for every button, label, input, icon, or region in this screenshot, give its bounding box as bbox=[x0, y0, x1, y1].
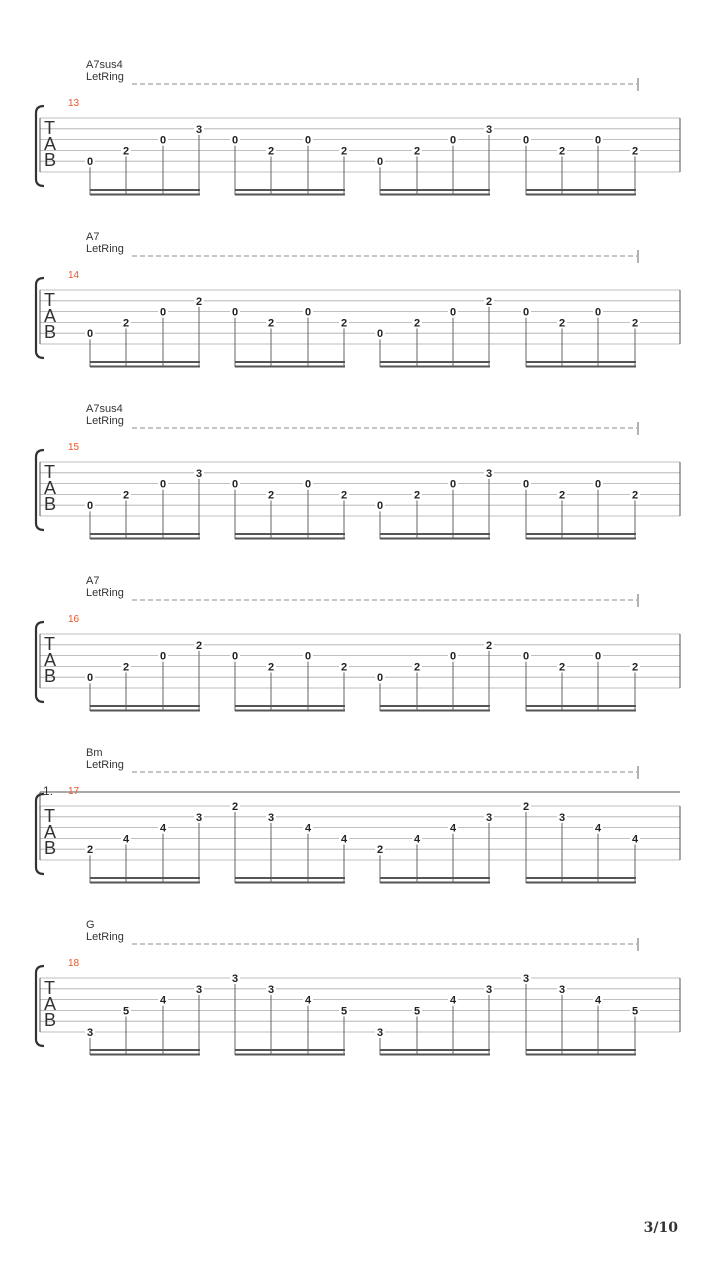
fret-number: 0 bbox=[594, 306, 602, 319]
tab-system bbox=[36, 747, 680, 884]
fret-number: 0 bbox=[376, 672, 384, 685]
fret-number: 2 bbox=[558, 317, 566, 330]
beam-secondary bbox=[526, 882, 636, 884]
beam-secondary bbox=[90, 1054, 200, 1056]
let-ring-label: LetRing bbox=[86, 71, 124, 83]
measure-number: 16 bbox=[68, 614, 80, 625]
fret-number: 2 bbox=[122, 661, 130, 674]
measure-number: 18 bbox=[68, 958, 80, 969]
beam-primary bbox=[90, 189, 200, 191]
fret-number: 2 bbox=[340, 145, 348, 158]
fret-number: 2 bbox=[267, 317, 275, 330]
fret-number: 3 bbox=[522, 973, 530, 985]
fret-number: 0 bbox=[86, 328, 94, 341]
fret-number: 3 bbox=[267, 811, 275, 824]
tab-system bbox=[36, 575, 680, 712]
beam-secondary bbox=[235, 710, 345, 712]
tab-clef-letter: A bbox=[44, 822, 57, 842]
fret-number: 3 bbox=[195, 123, 203, 136]
fret-number: 2 bbox=[267, 661, 275, 674]
beam-primary bbox=[526, 361, 636, 363]
fret-number: 0 bbox=[86, 156, 94, 169]
chord-name: A7sus4 bbox=[86, 403, 123, 415]
beam-primary bbox=[90, 1049, 200, 1051]
beam-primary bbox=[380, 361, 490, 363]
tab-clef-letter: A bbox=[44, 994, 57, 1014]
beam-primary bbox=[90, 705, 200, 707]
fret-number: 2 bbox=[340, 317, 348, 330]
let-ring-label: LetRing bbox=[86, 759, 124, 771]
beam-secondary bbox=[526, 710, 636, 712]
fret-number: 4 bbox=[304, 994, 312, 1007]
fret-number: 4 bbox=[340, 833, 348, 846]
fret-number: 2 bbox=[485, 295, 493, 308]
tab-clef-letter: B bbox=[44, 666, 57, 686]
fret-number: 0 bbox=[376, 156, 384, 169]
beam-primary bbox=[90, 877, 200, 879]
beam-secondary bbox=[380, 194, 490, 196]
fret-number: 2 bbox=[413, 661, 421, 674]
fret-number: 4 bbox=[413, 833, 421, 846]
fret-number: 2 bbox=[122, 145, 130, 158]
fret-number: 3 bbox=[485, 983, 493, 996]
beam-secondary bbox=[90, 710, 200, 712]
beam-primary bbox=[526, 533, 636, 535]
beam-secondary bbox=[380, 710, 490, 712]
tab-clef-letter: T bbox=[44, 118, 55, 138]
fret-number: 3 bbox=[195, 983, 203, 996]
tab-clef-letter: T bbox=[44, 634, 55, 654]
let-ring-label: LetRing bbox=[86, 587, 124, 599]
beam-primary bbox=[380, 877, 490, 879]
fret-number: 2 bbox=[558, 661, 566, 674]
measure-number: 14 bbox=[68, 270, 80, 281]
fret-number: 0 bbox=[594, 650, 602, 663]
beam-secondary bbox=[380, 1054, 490, 1056]
fret-number: 3 bbox=[267, 983, 275, 996]
fret-number: 2 bbox=[86, 844, 94, 857]
beam-secondary bbox=[380, 366, 490, 368]
measure-number: 17 bbox=[68, 786, 80, 797]
tab-system bbox=[36, 59, 680, 196]
fret-number: 2 bbox=[195, 639, 203, 652]
beam-secondary bbox=[380, 882, 490, 884]
beam-secondary bbox=[235, 366, 345, 368]
beam-primary bbox=[526, 705, 636, 707]
fret-number: 4 bbox=[631, 833, 639, 846]
fret-number: 4 bbox=[594, 994, 602, 1007]
beam-primary bbox=[90, 533, 200, 535]
fret-number: 2 bbox=[231, 801, 239, 813]
fret-number: 0 bbox=[522, 306, 530, 319]
fret-number: 4 bbox=[304, 822, 312, 835]
tab-clef-letter: A bbox=[44, 306, 57, 326]
measure-number: 15 bbox=[68, 442, 80, 453]
tab-clef-letter: T bbox=[44, 290, 55, 310]
beam-primary bbox=[526, 877, 636, 879]
let-ring-label: LetRing bbox=[86, 931, 124, 943]
beam-primary bbox=[235, 361, 345, 363]
fret-number: 2 bbox=[267, 145, 275, 158]
beam-primary bbox=[235, 1049, 345, 1051]
beam-secondary bbox=[90, 538, 200, 540]
tab-clef-letter: A bbox=[44, 134, 57, 154]
fret-number: 0 bbox=[449, 478, 457, 491]
fret-number: 2 bbox=[522, 801, 530, 813]
fret-number: 4 bbox=[594, 822, 602, 835]
fret-number: 0 bbox=[449, 306, 457, 319]
fret-number: 0 bbox=[86, 500, 94, 513]
chord-name: A7sus4 bbox=[86, 59, 123, 71]
fret-number: 5 bbox=[340, 1005, 348, 1018]
fret-number: 0 bbox=[449, 134, 457, 147]
tab-clef-letter: B bbox=[44, 1010, 57, 1030]
fret-number: 2 bbox=[558, 145, 566, 158]
fret-number: 4 bbox=[159, 822, 167, 835]
beam-primary bbox=[90, 361, 200, 363]
fret-number: 0 bbox=[522, 650, 530, 663]
fret-number: 2 bbox=[558, 489, 566, 502]
fret-number: 2 bbox=[267, 489, 275, 502]
chord-name: A7 bbox=[86, 575, 100, 587]
fret-number: 0 bbox=[159, 478, 167, 491]
let-ring-label: LetRing bbox=[86, 243, 124, 255]
chord-name: A7 bbox=[86, 231, 100, 243]
fret-number: 0 bbox=[159, 650, 167, 663]
fret-number: 2 bbox=[122, 489, 130, 502]
tab-clef-letter: B bbox=[44, 322, 57, 342]
fret-number: 4 bbox=[122, 833, 130, 846]
beam-secondary bbox=[526, 538, 636, 540]
fret-number: 2 bbox=[195, 295, 203, 308]
fret-number: 3 bbox=[376, 1027, 384, 1039]
beam-primary bbox=[526, 189, 636, 191]
beam-primary bbox=[235, 189, 345, 191]
fret-number: 0 bbox=[522, 134, 530, 147]
fret-number: 0 bbox=[522, 478, 530, 491]
fret-number: 0 bbox=[594, 478, 602, 491]
chord-name: Bm bbox=[86, 747, 103, 759]
fret-number: 0 bbox=[304, 306, 312, 319]
fret-number: 5 bbox=[631, 1005, 639, 1018]
fret-number: 3 bbox=[195, 467, 203, 480]
beam-primary bbox=[380, 189, 490, 191]
fret-number: 3 bbox=[195, 811, 203, 824]
fret-number: 2 bbox=[122, 317, 130, 330]
beam-primary bbox=[526, 1049, 636, 1051]
fret-number: 0 bbox=[449, 650, 457, 663]
fret-number: 0 bbox=[231, 306, 239, 319]
fret-number: 3 bbox=[231, 973, 239, 985]
beam-secondary bbox=[235, 194, 345, 196]
beam-secondary bbox=[526, 194, 636, 196]
beam-secondary bbox=[380, 538, 490, 540]
fret-number: 3 bbox=[485, 123, 493, 136]
beam-secondary bbox=[90, 882, 200, 884]
fret-number: 0 bbox=[376, 500, 384, 513]
fret-number: 3 bbox=[485, 811, 493, 824]
beam-primary bbox=[380, 533, 490, 535]
tab-system bbox=[36, 403, 680, 540]
fret-number: 4 bbox=[449, 822, 457, 835]
fret-number: 0 bbox=[231, 650, 239, 663]
fret-number: 4 bbox=[449, 994, 457, 1007]
fret-number: 0 bbox=[159, 134, 167, 147]
beam-secondary bbox=[90, 194, 200, 196]
tab-clef-letter: A bbox=[44, 478, 57, 498]
fret-number: 3 bbox=[558, 983, 566, 996]
tab-clef-letter: B bbox=[44, 150, 57, 170]
tab-clef-letter: T bbox=[44, 462, 55, 482]
fret-number: 2 bbox=[631, 317, 639, 330]
beam-primary bbox=[380, 705, 490, 707]
fret-number: 3 bbox=[558, 811, 566, 824]
tab-clef-letter: T bbox=[44, 806, 55, 826]
fret-number: 2 bbox=[413, 489, 421, 502]
fret-number: 2 bbox=[631, 145, 639, 158]
beam-primary bbox=[235, 533, 345, 535]
chord-name: G bbox=[86, 919, 95, 931]
tab-system bbox=[36, 231, 680, 368]
volta-label: 1. bbox=[43, 784, 54, 798]
fret-number: 0 bbox=[594, 134, 602, 147]
fret-number: 0 bbox=[159, 306, 167, 319]
fret-number: 0 bbox=[304, 134, 312, 147]
beam-secondary bbox=[235, 882, 345, 884]
fret-number: 2 bbox=[485, 639, 493, 652]
tab-clef-letter: T bbox=[44, 978, 55, 998]
beam-primary bbox=[235, 877, 345, 879]
fret-number: 2 bbox=[413, 317, 421, 330]
fret-number: 3 bbox=[485, 467, 493, 480]
beam-secondary bbox=[235, 1054, 345, 1056]
fret-number: 4 bbox=[159, 994, 167, 1007]
beam-secondary bbox=[235, 538, 345, 540]
fret-number: 2 bbox=[631, 661, 639, 674]
fret-number: 0 bbox=[304, 478, 312, 491]
beam-secondary bbox=[526, 1054, 636, 1056]
fret-number: 2 bbox=[376, 844, 384, 857]
fret-number: 0 bbox=[376, 328, 384, 341]
beam-secondary bbox=[526, 366, 636, 368]
page-number: 3/10 bbox=[643, 1220, 678, 1236]
beam-secondary bbox=[90, 366, 200, 368]
beam-primary bbox=[380, 1049, 490, 1051]
tab-system bbox=[36, 919, 680, 1056]
fret-number: 5 bbox=[122, 1005, 130, 1018]
fret-number: 2 bbox=[340, 661, 348, 674]
beam-primary bbox=[235, 705, 345, 707]
fret-number: 0 bbox=[231, 478, 239, 491]
fret-number: 0 bbox=[231, 134, 239, 147]
tab-clef-letter: A bbox=[44, 650, 57, 670]
tab-clef-letter: B bbox=[44, 494, 57, 514]
fret-number: 5 bbox=[413, 1005, 421, 1018]
tab-clef-letter: B bbox=[44, 838, 57, 858]
fret-number: 2 bbox=[631, 489, 639, 502]
fret-number: 2 bbox=[413, 145, 421, 158]
let-ring-label: LetRing bbox=[86, 415, 124, 427]
fret-number: 0 bbox=[304, 650, 312, 663]
fret-number: 3 bbox=[86, 1027, 94, 1039]
measure-number: 13 bbox=[68, 98, 80, 109]
fret-number: 2 bbox=[340, 489, 348, 502]
fret-number: 0 bbox=[86, 672, 94, 685]
